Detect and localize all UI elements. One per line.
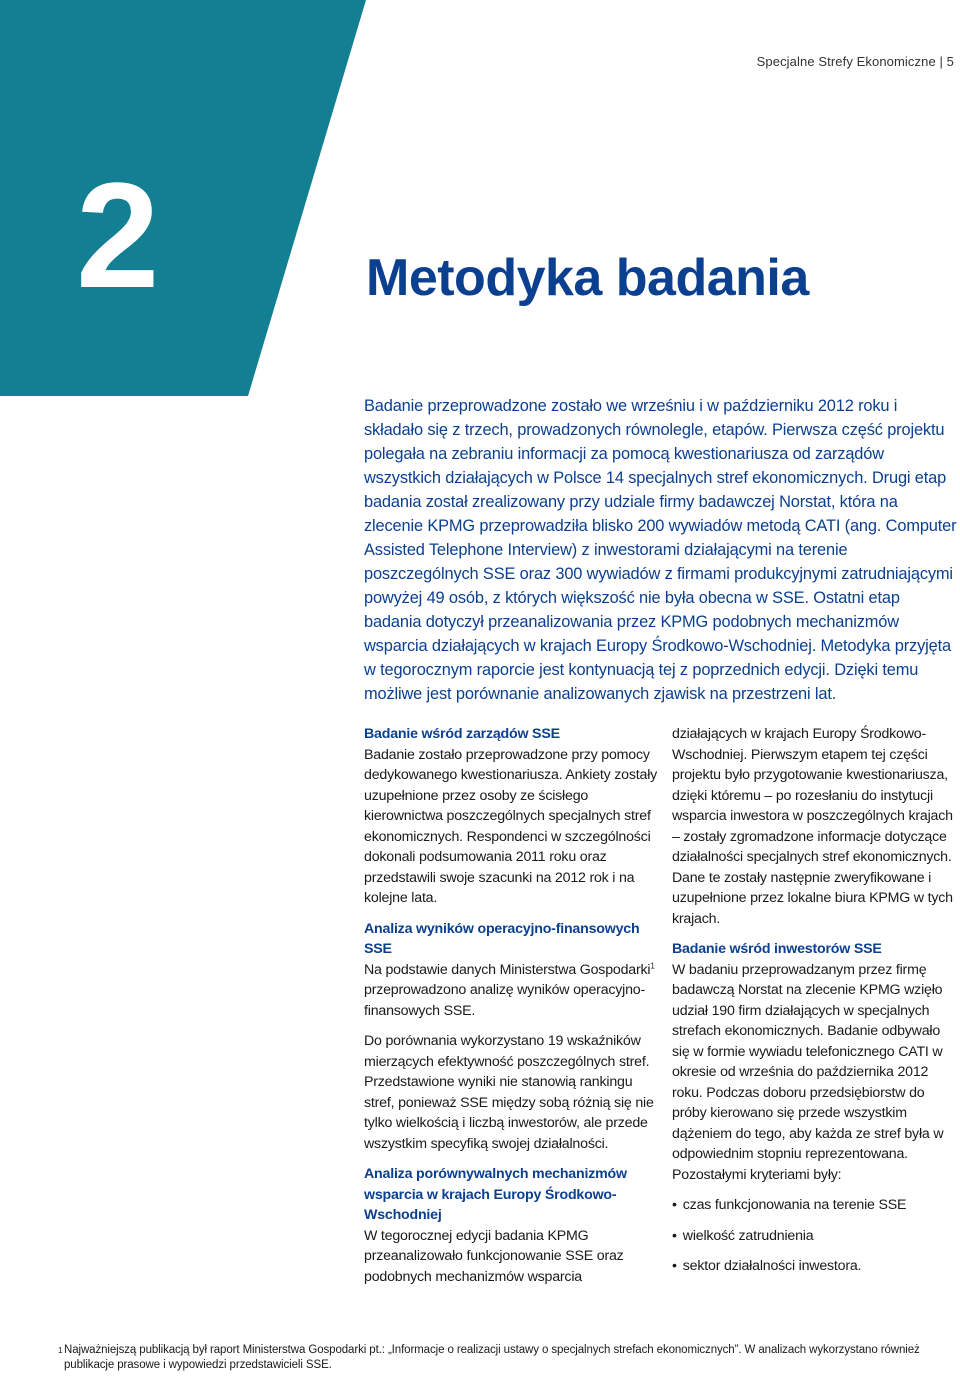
section-text: Badanie zostało przeprowadzone przy pomocy dedykowanego kwestionariusza. Ankiety zostały uzupełnione przez osoby ze ścisłego kierownictwa poszczególnych specjalnych stref ekonomicznych. Respondenci w szczególności dokonali podsumowania 2011 roku oraz przedstawili swoje szacunki na 2012 rok i na kolejne lata. [364, 746, 658, 906]
section-board-survey [364, 724, 660, 909]
running-header: Specjalne Strefy Ekonomiczne | 5 [756, 54, 954, 69]
chapter-number: 2 [76, 151, 156, 319]
footnote-mark: 1 [58, 1346, 63, 1355]
section-text [364, 960, 660, 1022]
section-text: działających w krajach Europy Środkowo-Wschodniej. Pierwszym etapem tej części projektu było przygotowanie kwestionariusza, dzięki któremu – po rozesłaniu do instytucji wsparcia inwestora w poszczególnych krajach – zostały zgromadzone informacje dotyczące działalności specjalnych stref ekonomicznych. Dane te zostały następnie zweryfikowane i uzupełnione przez lokalne biura KPMG w tych krajach. [672, 726, 953, 927]
footnote-text: Najważniejszą publikacją był raport Ministerstwa Gospodarki pt.: „Informacje o realizacji ustawy o specjalnych strefach ekonomicznych”. W analizach wykorzystano również publikacje prasowe i wypowiedzi przedstawicieli SSE. [64, 1344, 920, 1371]
section-text: W badaniu przeprowadzanym przez firmę badawczą Norstat na zlecenie KPMG wzięło udział 190 firm działających w specjalnych strefach ekonomicznych. Badanie odbywało się w formie wywiadu telefonicznego CATI w okresie od września do października 2012 roku. Podczas doboru przedsiębiorstw do próby kierowano się przede wszystkim dążeniem do tego, aby każda ze stref była w odpowiednim stopniu reprezentowana. Pozostałymi kryteriami były: [672, 961, 944, 1183]
right-column [672, 724, 960, 1287]
section-financial-analysis [364, 919, 660, 1155]
text-fragment: Na podstawie danych Ministerstwa Gospodarki [364, 961, 651, 978]
section-heading: Analiza wyników operacyjno-finansowych SSE [364, 920, 640, 957]
section-cee-comparison [364, 1164, 660, 1287]
intro-paragraph: Badanie przeprowadzone zostało we wrześniu i w październiku 2012 roku i składało się z trzech, prowadzonych równolegle, etapów. Pierwsza część projektu polegała na zebraniu informacji za pomocą kwestionariusza od zarządów wszystkich działających w Polsce 14 specjalnych stref ekonomicznych. Drugi etap badania został zrealizowany przy udziale firmy badawczej Norstat, która na zlecenie KPMG przeprowadziła blisko 200 wywiadów metodą CATI (ang. Computer Assisted Telephone Interview) z inwestorami działającymi na terenie poszczególnych SSE oraz 300 wywiadów z firmami produkcyjnymi zatrudniającymi powyżej 49 osób, z których większość nie była obecna w SSE. Ostatni etap badania dotyczył przeanalizowania przez KPMG podobnych mechanizmów wsparcia działających w krajach Europy Środkowo-Wschodniej. Metodyka przyjęta w tegorocznym raporcie jest kontynuacją tej z poprzednich edycji. Dzięki temu możliwe jest porównanie analizowanych zjawisk na przestrzeni lat. [364, 397, 957, 703]
section-text: W tegorocznej edycji badania KPMG przeanalizowało funkcjonowanie SSE oraz podobnych mechanizmów wsparcia [364, 1227, 624, 1285]
chapter-title: Metodyka badania [366, 249, 809, 307]
list-item: • wielkość zatrudnienia [672, 1226, 960, 1247]
section-heading: Badanie wśród zarządów SSE [364, 726, 560, 742]
footnote-ref[interactable]: 1 [650, 960, 655, 970]
section-text: Do porównania wykorzystano 19 wskaźników mierzących efektywność poszczególnych stref. Przedstawione wyniki nie stanowią rankingu stref, ponieważ SSE między sobą różnią się nie tylko wielkością i liczbą inwestorów, ale przede wszystkim specyfiką swojej działalności. [364, 1033, 654, 1152]
criteria-list [672, 1195, 960, 1277]
section-heading: Badanie wśród inwestorów SSE [672, 941, 882, 957]
text-fragment: przeprowadzono analizę wyników operacyjno-finansowych SSE. [364, 982, 646, 1019]
list-item: • sektor działalności inwestora. [672, 1256, 960, 1277]
list-item: • czas funkcjonowania na terenie SSE [672, 1195, 960, 1216]
teal-parallelogram [0, 0, 366, 396]
section-investor-survey [672, 939, 960, 1277]
left-column [364, 724, 660, 1297]
footnote [58, 1343, 960, 1373]
section-heading: Analiza porównywalnych mechanizmów wsparcia w krajach Europy Środkowo-Wschodniej [364, 1166, 627, 1223]
